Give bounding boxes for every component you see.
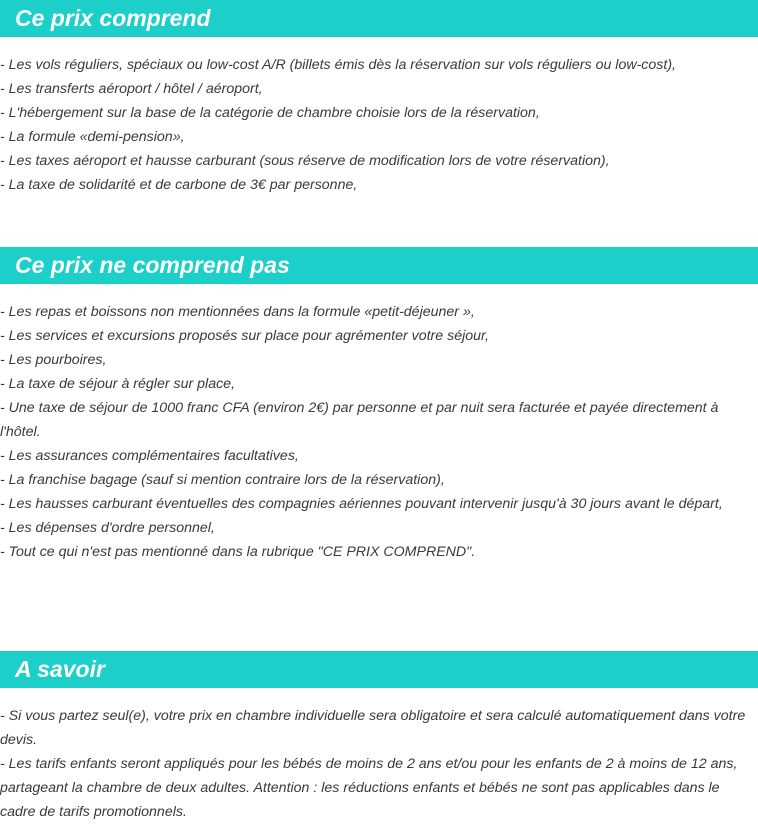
list-item: - Les pourboires, [0,352,107,368]
section-body [0,284,758,614]
list-item: - Les services et excursions proposés sur place pour agrémenter votre séjour, [0,328,489,344]
list-item: - Les tarifs enfants seront appliqués pour les bébés de moins de 2 ans et/ou pour les enfants de 2 à moins de 12 ans, partageant la chambre de deux adultes. Attention : les réductions enfants et bébés ne sont pas applicables dans le cadre de tarifs promotionnels. [0,756,738,820]
section-title: Ce prix ne comprend pas [15,252,290,278]
list-item: - Si vous partez seul(e), votre prix en chambre individuelle sera obligatoire et sera calculé automatiquement dans votre devis. [0,708,746,748]
section-header [0,247,758,284]
list-item: - Les repas et boissons non mentionnées dans la formule «petit-déjeuner », [0,304,475,320]
section-title: A savoir [15,656,105,682]
list-item: - Les assurances complémentaires facultatives, [0,448,299,464]
list-item: - Tout ce qui n'est pas mentionné dans la rubrique "CE PRIX COMPREND". [0,544,476,560]
section-title: Ce prix comprend [15,5,211,31]
list-item: - La franchise bagage (sauf si mention contraire lors de la réservation), [0,472,445,488]
section-header [0,651,758,688]
section-body [0,37,758,231]
list-item: - Les transferts aéroport / hôtel / aéroport, [0,81,263,97]
section-body [0,688,758,824]
section-price-includes [0,0,758,231]
section-header [0,0,758,37]
section-good-to-know [0,651,758,824]
list-item: - La taxe de solidarité et de carbone de 3€ par personne, [0,177,358,193]
list-item: - L'hébergement sur la base de la catégorie de chambre choisie lors de la réservation, [0,105,540,121]
list-item: - Une taxe de séjour de 1000 franc CFA (environ 2€) par personne et par nuit sera facturée et payée directement à l'hôtel. [0,400,719,440]
list-item: - Les taxes aéroport et hausse carburant (sous réserve de modification lors de votre réservation), [0,153,610,169]
list-item: - Les vols réguliers, spéciaux ou low-cost A/R (billets émis dès la réservation sur vols réguliers ou low-cost), [0,57,676,73]
list-item: - La formule «demi-pension», [0,129,185,145]
list-item: - Les dépenses d'ordre personnel, [0,520,215,536]
section-price-excludes [0,247,758,614]
list-item: - Les hausses carburant éventuelles des compagnies aériennes pouvant intervenir jusqu'à 30 jours avant le départ, [0,496,723,512]
list-item: - La taxe de séjour à régler sur place, [0,376,236,392]
